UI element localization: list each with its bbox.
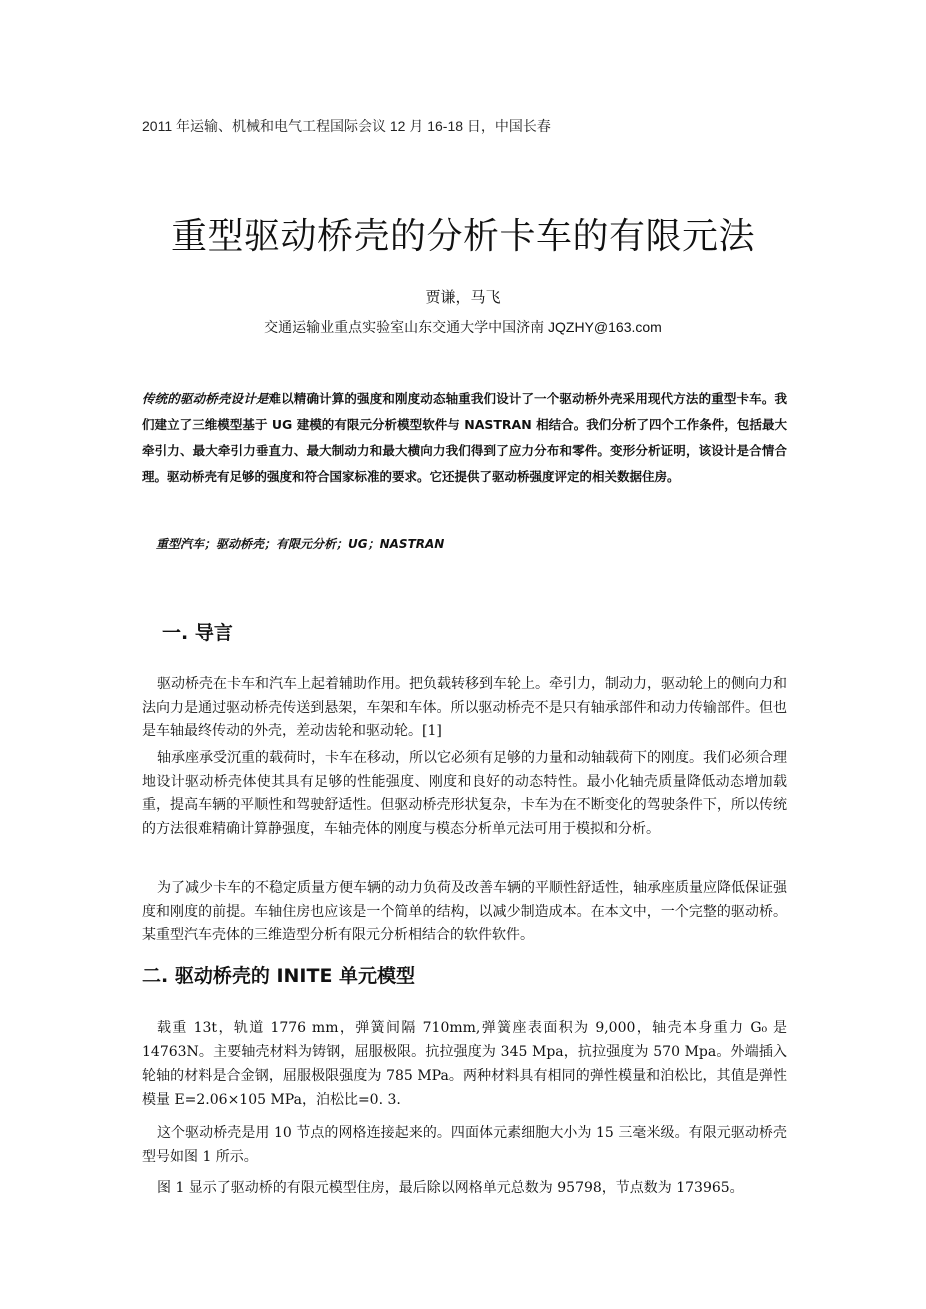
conference-header: 2011 年运输、机械和电气工程国际会议 12 月 16-18 日，中国长春 — [142, 118, 551, 134]
section-heading-fe-model: 二. 驱动桥壳的 INITE 单元模型 — [142, 965, 416, 987]
paragraph: 载重 13t，轨道 1776 mm，弹簧间隔 710mm,弹簧座表面积为 9,000，轴壳本身重力 G₀ 是 14763N。主要轴壳材料为铸钢，屈服极限。抗拉强度为 345 Mpa，抗拉强度为 570 Mpa。外端插入轮轴的材料是合金钢，屈服极限强度为 785 MPa。两种材料具有相同的弹性模量和泊松比，其值是弹性模量 E=2.06×105 MPa，泊松比=0. 3. — [142, 1020, 787, 1108]
abstract-body: 难以精确计算的强度和刚度动态轴重我们设计了一个驱动桥外壳采用现代方法的重型卡车。我们建立了三维模型基于 UG 建模的有限元分析模型软件与 NASTRAN 相结合。我们分析了四个工作条件，包括最大牵引力、最大牵引力垂直力、最大制动力和最大横向力我们得到了应力分布和零件。变形分析证明，该设计是合情合理。驱动桥壳有足够的强度和符合国家标准的要求。它还提供了驱动桥强度评定的相关数据住房。 — [142, 391, 787, 484]
paper-affiliation: 交通运输业重点实验室山东交通大学中国济南 JQZHY@163.com — [264, 319, 662, 335]
abstract-lead: 传统的驱动桥壳设计是 — [142, 391, 269, 406]
paragraph: 为了减少卡车的不稳定质量方便车辆的动力负荷及改善车辆的平顺性舒适性，轴承座质量应降低保证强度和刚度的前提。车轴住房也应该是一个简单的结构，以减少制造成本。在本文中，一个完整的驱动桥。某重型汽车壳体的三维造型分析有限元分析相结合的软件软件。 — [142, 880, 787, 944]
abstract — [142, 386, 787, 490]
section-heading-introduction: 一. 导言 — [162, 622, 233, 644]
paper-title: 重型驱动桥壳的分析卡车的有限元法 — [170, 216, 755, 257]
paper-authors: 贾谦，马飞 — [425, 288, 501, 306]
paragraph: 图 1 显示了驱动桥的有限元模型住房，最后除以网格单元总数为 95798，节点数为 173965。 — [157, 1180, 744, 1196]
paragraph: 轴承座承受沉重的载荷时，卡车在移动，所以它必须有足够的力量和动轴载荷下的刚度。我们必须合理地设计驱动桥壳体使其具有足够的性能强度、刚度和良好的动态特性。最小化轴壳质量降低动态增加载重，提高车辆的平顺性和驾驶舒适性。但驱动桥壳形状复杂，卡车为在不断变化的驾驶条件下，所以传统的方法很难精确计算静强度，车轴壳体的刚度与模态分析单元法可用于模拟和分析。 — [142, 750, 787, 837]
paragraph: 驱动桥壳在卡车和汽车上起着辅助作用。把负载转移到车轮上。牵引力，制动力，驱动轮上的侧向力和法向力是通过驱动桥壳传送到悬架，车架和车体。所以驱动桥壳不是只有轴承部件和动力传输部件。但也是车轴最终传动的外壳，差动齿轮和驱动轮。[1] — [142, 676, 787, 740]
keywords: 重型汽车；驱动桥壳；有限元分析；UG；NASTRAN — [156, 537, 445, 551]
paragraph: 这个驱动桥壳是用 10 节点的网格连接起来的。四面体元素细胞大小为 15 三毫米级。有限元驱动桥壳型号如图 1 所示。 — [142, 1125, 787, 1165]
